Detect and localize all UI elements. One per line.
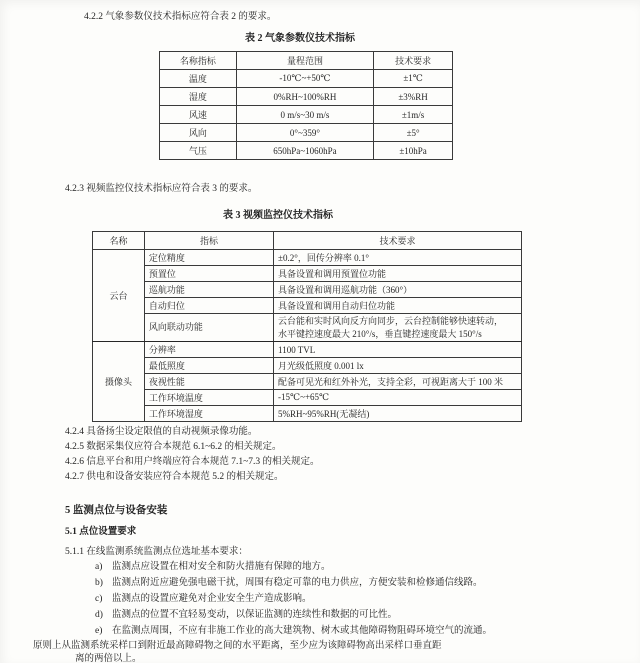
table-header-cell: 量程范围 [236, 52, 373, 70]
table-row [160, 142, 453, 160]
table-cell: 月光级低照度 0.001 lx [274, 358, 522, 374]
clause-5-1-1: 5.1.1 在线监测系统监测点位选址基本要求： [65, 547, 248, 557]
table-cell: 湿度 [160, 88, 237, 106]
table-cell: 气压 [160, 142, 237, 160]
table-header-cell: 名称 [93, 232, 145, 250]
table-row [93, 282, 522, 298]
table-cell: 定位精度 [144, 250, 273, 266]
table-header-row [160, 52, 453, 70]
table-cell: 具备设置和调用预置位功能 [274, 266, 522, 282]
table3-caption: 表 3 视频监控仪技术指标 [223, 210, 333, 221]
table-row [160, 124, 453, 142]
table-row [93, 342, 522, 358]
table-cell: 0°~359° [236, 124, 373, 142]
table-row [93, 406, 522, 422]
group-label-cell: 云台 [93, 250, 145, 342]
table-row [160, 88, 453, 106]
table-row [160, 106, 453, 124]
list-item-label: c) [95, 594, 103, 604]
list-item [95, 606, 397, 620]
table-header-cell: 技术要求 [274, 232, 522, 250]
table-cell: ±10hPa [374, 142, 453, 160]
table-row [93, 250, 522, 266]
table-cell: 风向 [160, 124, 237, 142]
clause-4-2-7: 4.2.7 供电和设备安装应符合本规范 5.2 的相关规定。 [65, 472, 284, 482]
table-cell: -15℃~+65℃ [274, 390, 522, 406]
table-header-row [93, 232, 522, 250]
clause-4-2-2: 4.2.2 气象参数仪技术指标应符合表 2 的要求。 [84, 12, 277, 22]
table-cell: 配备可见光和红外补光，支持全彩，可视距离大于 100 米 [274, 374, 522, 390]
table-cell: 1100 TVL [274, 342, 522, 358]
table-cell: 风速 [160, 106, 237, 124]
list-item-text: 在监测点周围，不应有非施工作业的高大建筑物、树木或其他障碍物阻碍环境空气的流通。 [112, 626, 493, 636]
table-cell: ±1m/s [374, 106, 453, 124]
table-cell: 具备设置和调用自动归位功能 [274, 298, 522, 314]
list-item [95, 590, 312, 604]
table-header-cell: 技术要求 [374, 52, 453, 70]
list-item-text: 监测点应设置在相对安全和防火措施有保障的地方。 [112, 562, 331, 572]
list-item-label: a) [95, 562, 103, 572]
list-item-label: e) [95, 626, 103, 636]
table-row [93, 266, 522, 282]
table-row [93, 358, 522, 374]
table-cell: 巡航功能 [144, 282, 273, 298]
table-cell: 具备设置和调用巡航功能（360°） [274, 282, 522, 298]
section-heading-5: 5 监测点位与设备安装 [65, 505, 168, 516]
table-cell: 0 m/s~30 m/s [236, 106, 373, 124]
table-row [160, 70, 453, 88]
table-cell-line: 水平键控速度最大 210°/s，垂直键控速度最大 150°/s [278, 328, 482, 339]
clause-4-2-4: 4.2.4 具备扬尘设定限值的自动视频录像功能。 [65, 427, 258, 437]
table-cell: ±3%RH [374, 88, 453, 106]
table-row [93, 390, 522, 406]
table-cell-line: 云台能和实时风向反方向同步，云台控制能够快速转动， [278, 316, 504, 326]
table-cell: 夜视性能 [144, 374, 273, 390]
table-cell: -10℃~+50℃ [236, 70, 373, 88]
table-cell: 工作环境湿度 [144, 406, 273, 422]
continuation-paragraph-line2: 离的两倍以上。 [75, 654, 142, 663]
table-cell: ±5° [374, 124, 453, 142]
list-item [95, 558, 331, 572]
table-row [93, 298, 522, 314]
table-cell: 650hPa~1060hPa [236, 142, 373, 160]
table-cell [274, 314, 522, 342]
table-cell: 风向联动功能 [144, 314, 273, 342]
continuation-paragraph-line1: 原则上从监测系统采样口到附近最高障碍物之间的水平距离，至少应为该障碍物高出采样口垂直距 [33, 641, 442, 651]
table-weather-instrument-specs [159, 51, 453, 160]
table-header-cell: 指标 [144, 232, 273, 250]
list-item-text: 监测点的位置不宜轻易变动，以保证监测的连续性和数据的可比性。 [112, 610, 398, 620]
clause-4-2-5: 4.2.5 数据采集仪应符合本规范 6.1~6.2 的相关规定。 [65, 442, 282, 452]
table-cell: 温度 [160, 70, 237, 88]
table-cell: 工作环境温度 [144, 390, 273, 406]
list-item-text: 监测点附近应避免强电磁干扰，周围有稳定可靠的电力供应，方便安装和检修通信线路。 [112, 578, 483, 588]
table-header-cell: 名称指标 [160, 52, 237, 70]
section-heading-5-1: 5.1 点位设置要求 [65, 527, 137, 537]
table2-caption: 表 2 气象参数仪技术指标 [245, 33, 355, 44]
table-cell: 预置位 [144, 266, 273, 282]
table-cell: 最低照度 [144, 358, 273, 374]
list-item-label: d) [95, 610, 103, 620]
list-item [95, 622, 492, 636]
list-item [95, 574, 483, 588]
table-cell: 分辨率 [144, 342, 273, 358]
clause-4-2-6: 4.2.6 信息平台和用户终端应符合本规范 7.1~7.3 的相关规定。 [65, 457, 320, 467]
list-item-text: 监测点的设置应避免对企业安全生产造成影响。 [112, 594, 312, 604]
table-cell: 5%RH~95%RH(无凝结) [274, 406, 522, 422]
table-row [93, 374, 522, 390]
table-cell: ±0.2°，回传分辨率 0.1° [274, 250, 522, 266]
table-cell: 自动归位 [144, 298, 273, 314]
table-cell: 0%RH~100%RH [236, 88, 373, 106]
table-cell: ±1℃ [374, 70, 453, 88]
table-row [93, 314, 522, 342]
list-item-label: b) [95, 578, 103, 588]
group-label-cell: 摄像头 [93, 342, 145, 422]
clause-4-2-3: 4.2.3 视频监控仪技术指标应符合表 3 的要求。 [65, 184, 258, 194]
table-video-monitor-specs [92, 231, 522, 422]
